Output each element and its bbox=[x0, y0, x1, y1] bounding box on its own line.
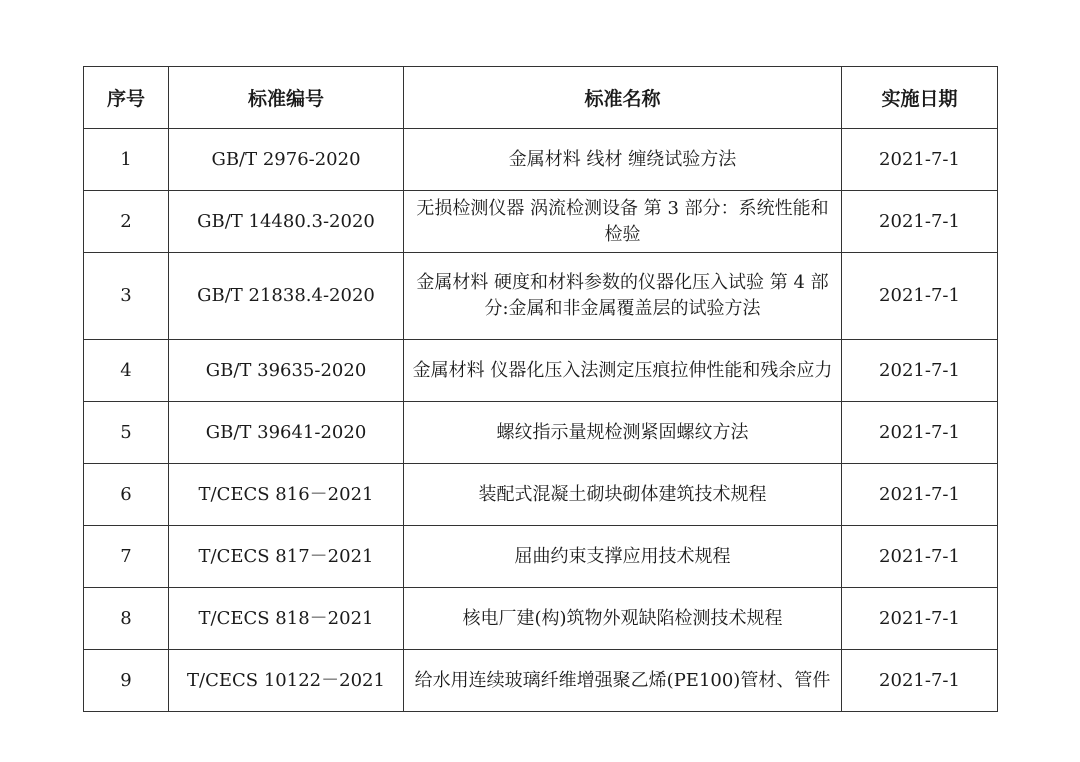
table-row bbox=[84, 402, 998, 464]
row-no: 3 bbox=[84, 253, 169, 340]
table-row bbox=[84, 253, 998, 340]
row-name: 屈曲约束支撑应用技术规程 bbox=[404, 526, 842, 588]
row-date: 2021-7-1 bbox=[842, 129, 998, 191]
row-date: 2021-7-1 bbox=[842, 650, 998, 712]
row-date: 2021-7-1 bbox=[842, 402, 998, 464]
row-date: 2021-7-1 bbox=[842, 526, 998, 588]
row-name: 核电厂建(构)筑物外观缺陷检测技术规程 bbox=[404, 588, 842, 650]
table-row bbox=[84, 526, 998, 588]
row-date: 2021-7-1 bbox=[842, 588, 998, 650]
row-code: GB/T 39635-2020 bbox=[169, 340, 404, 402]
row-code: GB/T 21838.4-2020 bbox=[169, 253, 404, 340]
row-no: 8 bbox=[84, 588, 169, 650]
row-code: T/CECS 10122－2021 bbox=[169, 650, 404, 712]
row-no: 7 bbox=[84, 526, 169, 588]
table-row bbox=[84, 191, 998, 253]
row-code: GB/T 2976-2020 bbox=[169, 129, 404, 191]
row-date: 2021-7-1 bbox=[842, 191, 998, 253]
row-date: 2021-7-1 bbox=[842, 340, 998, 402]
header-date: 实施日期 bbox=[842, 67, 998, 129]
row-no: 2 bbox=[84, 191, 169, 253]
table-row bbox=[84, 129, 998, 191]
row-no: 6 bbox=[84, 464, 169, 526]
table-row bbox=[84, 464, 998, 526]
row-name: 螺纹指示量规检测紧固螺纹方法 bbox=[404, 402, 842, 464]
row-date: 2021-7-1 bbox=[842, 253, 998, 340]
row-code: GB/T 39641-2020 bbox=[169, 402, 404, 464]
row-no: 4 bbox=[84, 340, 169, 402]
header-code: 标准编号 bbox=[169, 67, 404, 129]
header-name: 标准名称 bbox=[404, 67, 842, 129]
standards-table bbox=[83, 66, 998, 712]
table-row bbox=[84, 340, 998, 402]
row-no: 5 bbox=[84, 402, 169, 464]
table-row bbox=[84, 650, 998, 712]
row-no: 9 bbox=[84, 650, 169, 712]
row-name: 金属材料 仪器化压入法测定压痕拉伸性能和残余应力 bbox=[404, 340, 842, 402]
row-name: 装配式混凝土砌块砌体建筑技术规程 bbox=[404, 464, 842, 526]
row-code: T/CECS 816－2021 bbox=[169, 464, 404, 526]
row-code: T/CECS 817－2021 bbox=[169, 526, 404, 588]
row-name: 无损检测仪器 涡流检测设备 第 3 部分：系统性能和检验 bbox=[404, 191, 842, 253]
row-date: 2021-7-1 bbox=[842, 464, 998, 526]
table-row bbox=[84, 588, 998, 650]
row-name: 金属材料 线材 缠绕试验方法 bbox=[404, 129, 842, 191]
row-name: 给水用连续玻璃纤维增强聚乙烯(PE100)管材、管件 bbox=[404, 650, 842, 712]
row-code: GB/T 14480.3-2020 bbox=[169, 191, 404, 253]
table-header-row bbox=[84, 67, 998, 129]
row-name: 金属材料 硬度和材料参数的仪器化压入试验 第 4 部分:金属和非金属覆盖层的试验方法 bbox=[404, 253, 842, 340]
header-no: 序号 bbox=[84, 67, 169, 129]
row-no: 1 bbox=[84, 129, 169, 191]
row-code: T/CECS 818－2021 bbox=[169, 588, 404, 650]
